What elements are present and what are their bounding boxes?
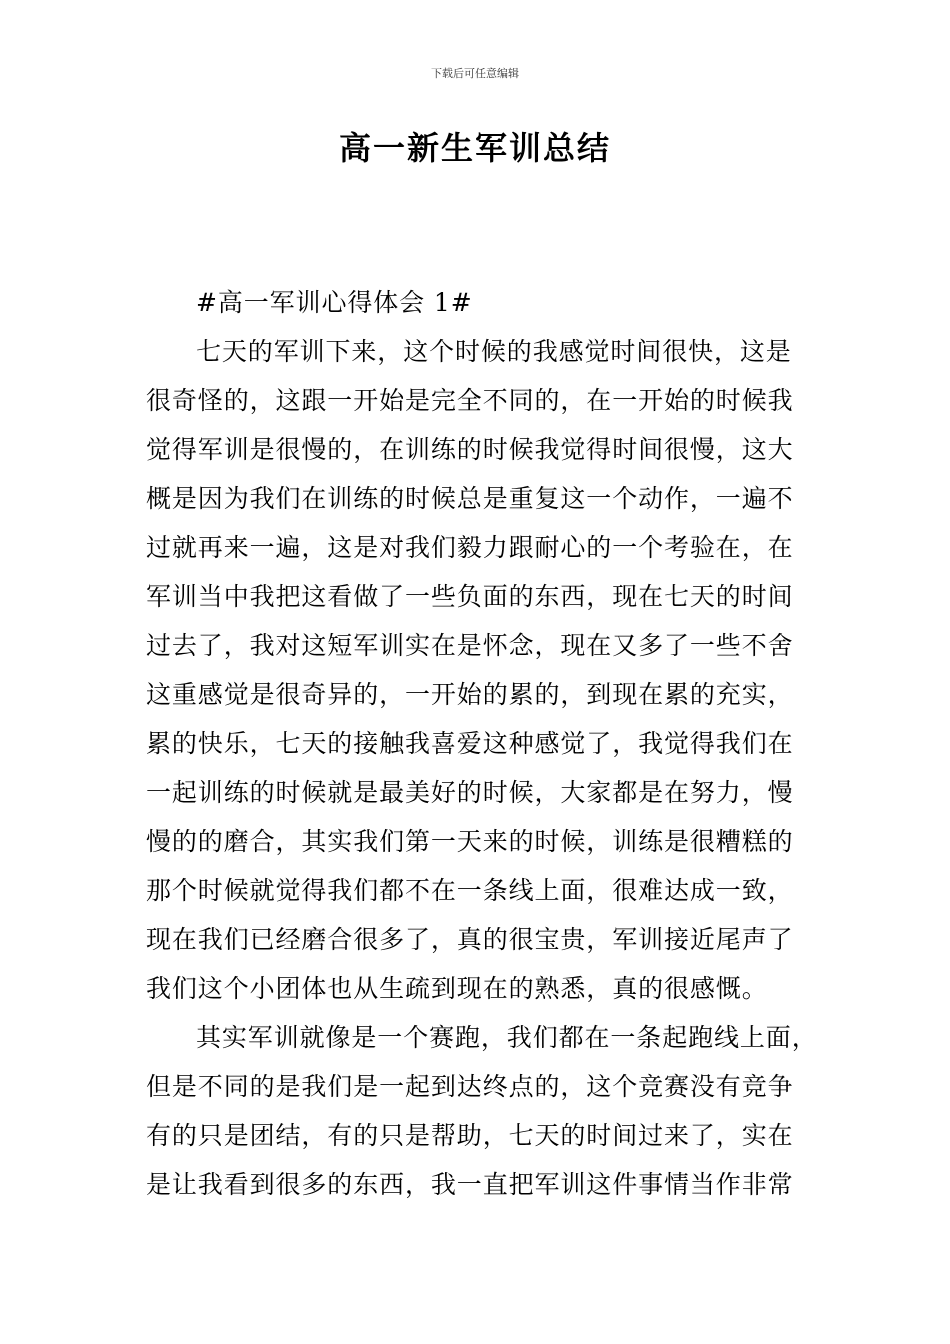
paragraph-line: 很奇怪的，这跟一开始是完全不同的，在一开始的时候我 bbox=[146, 386, 794, 415]
paragraph-line: 军训当中我把这看做了一些负面的东西，现在七天的时间 bbox=[146, 582, 794, 611]
paragraph-line: 但是不同的是我们是一起到达终点的，这个竞赛没有竞争 bbox=[146, 1072, 794, 1101]
page-title: 高一新生军训总结 bbox=[338, 129, 611, 167]
paragraph-line: 其实军训就像是一个赛跑，我们都在一条起跑线上面， bbox=[196, 1023, 818, 1052]
paragraph-line: 累的快乐，七天的接触我喜爱这种感觉了，我觉得我们在 bbox=[146, 729, 794, 758]
paragraph-line: 过去了，我对这短军训实在是怀念，现在又多了一些不舍 bbox=[146, 631, 794, 660]
header-note: 下载后可任意编辑 bbox=[431, 67, 519, 80]
paragraph-line: 觉得军训是很慢的，在训练的时候我觉得时间很慢，这大 bbox=[146, 435, 794, 464]
paragraph-line: 那个时候就觉得我们都不在一条线上面，很难达成一致， bbox=[146, 876, 794, 905]
paragraph-line: 概是因为我们在训练的时候总是重复这一个动作，一遍不 bbox=[146, 484, 794, 513]
paragraph-line: 现在我们已经磨合很多了，真的很宝贵，军训接近尾声了 bbox=[146, 925, 794, 954]
paragraph-line: 过就再来一遍，这是对我们毅力跟耐心的一个考验在，在 bbox=[146, 533, 794, 562]
paragraph-line: 我们这个小团体也从生疏到现在的熟悉，真的很感慨。 bbox=[146, 974, 768, 1003]
paragraph-line: 这重感觉是很奇异的，一开始的累的，到现在累的充实， bbox=[146, 680, 794, 709]
paragraph-line: 一起训练的时候就是最美好的时候，大家都是在努力，慢 bbox=[146, 778, 794, 807]
paragraph-line: 是让我看到很多的东西，我一直把军训这件事情当作非常 bbox=[146, 1170, 794, 1199]
paragraph-line: 慢的的磨合，其实我们第一天来的时候，训练是很糟糕的 bbox=[146, 827, 794, 856]
paragraph-line: 七天的军训下来，这个时候的我感觉时间很快，这是 bbox=[196, 337, 792, 366]
paragraph-line: 有的只是团结，有的只是帮助，七天的时间过来了，实在 bbox=[146, 1121, 794, 1150]
section-heading: #高一军训心得体会 1# bbox=[196, 288, 473, 317]
body-text bbox=[146, 278, 818, 1209]
